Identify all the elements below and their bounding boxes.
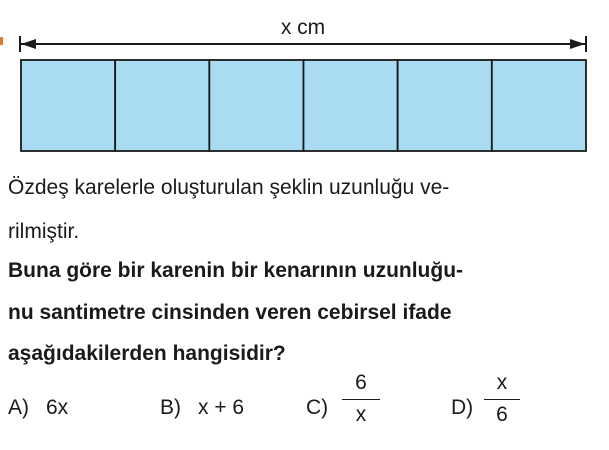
option-a-letter: A) [8,396,29,419]
option-d-letter: D) [451,396,474,419]
square-3 [209,60,303,151]
square-2 [115,60,209,151]
option-b-text: x + 6 [198,396,245,419]
intro-line-2: rilmiştir. [8,220,80,243]
option-c-numerator: 6 [355,371,367,394]
question-stem-line-3: aşağıdakilerden hangisidir? [8,342,286,365]
question-stem-line-2: nu santimetre cinsinden veren cebirsel ifade [8,301,452,324]
option-d-numerator: x [496,371,508,394]
dimension-label: x cm [280,16,326,39]
squares-figure [0,0,609,160]
option-c-denominator: x [355,403,367,426]
square-4 [304,60,398,151]
intro-line-1: Özdeş karelerle oluşturulan şeklin uzunluğu ve- [8,176,450,199]
option-b-letter: B) [160,396,181,419]
square-6 [492,60,586,151]
option-c-letter: C) [306,396,329,419]
option-c-fraction [342,372,380,426]
question-stem-line-1: Buna göre bir karenin bir kenarının uzunluğu- [8,259,464,282]
option-d-fraction-bar [484,399,520,400]
squares-row [21,60,586,151]
option-a-text: 6x [46,396,69,419]
option-c-fraction-bar [342,399,380,400]
dimension-left-arrowhead [21,39,36,49]
square-1 [21,60,115,151]
dimension-right-arrowhead [570,39,585,49]
option-d-denominator: 6 [496,403,508,426]
option-d-fraction [484,372,520,426]
square-5 [398,60,492,151]
